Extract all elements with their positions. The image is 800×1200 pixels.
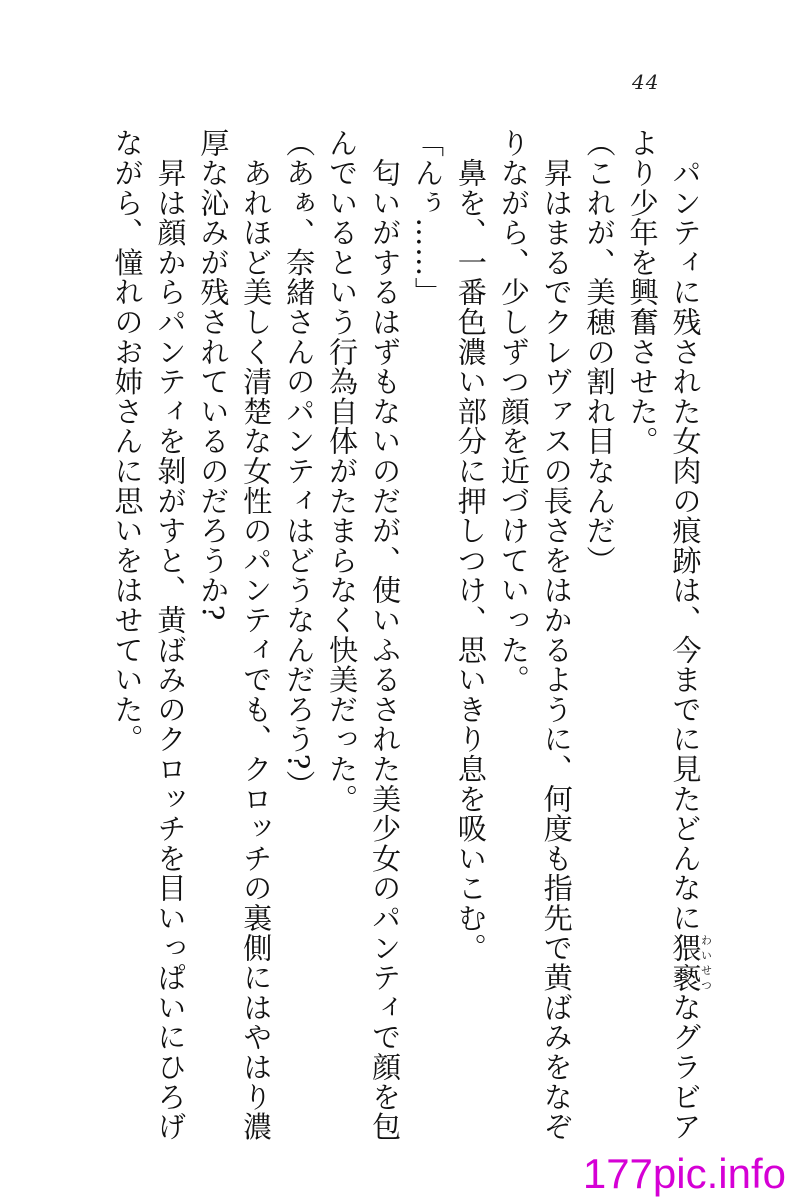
paragraph-9: 昇は顔からパンティを剝がすと、黄ばみのクロッチを目いっぱいにひろげながら、憧れのお姉さんに思いをはせていた。: [110, 128, 187, 1142]
paragraph-7: （あぁ、奈緒さんのパンティはどうなんだろう?）: [281, 128, 316, 800]
paragraph-1-start: パンティに残された女肉の痕跡は、今までに見たどんなに: [668, 128, 702, 933]
paragraph-2: （これが、美穂の割れ目なんだ）: [582, 128, 617, 575]
paragraph-4: 鼻を、一番色濃い部分に押しつけ、思いきり息を吸いこむ。: [453, 128, 488, 963]
paragraph-1-end: なグラビアより少年を興奮させた。: [625, 128, 702, 1142]
paragraph-6: 匂いがするはずもないのだが、使いふるされた美少女のパンティで顔を包んでいるという行為自体がたまらなく快美だった。: [324, 128, 402, 1142]
paragraph-1: [620, 128, 712, 1148]
paragraph-3: 昇はまるでクレヴァスの長さをはかるように、何度も指先で黄ばみをなぞりながら、少しずつ顔を近づけていった。: [496, 128, 574, 1142]
ruby-reading: わいせつ: [699, 932, 712, 993]
paragraph-5: 「んぅ……」: [410, 128, 445, 307]
watermark: 177pic.info: [582, 1150, 786, 1197]
ruby-base: 猥褻: [668, 932, 702, 993]
ruby-annotation: [668, 932, 712, 993]
novel-text: [92, 128, 712, 1148]
paragraph-8: あれほど美しく清楚な女性のパンティでも、クロッチの裏側にはやはり濃厚な沁みが残されているのだろうか?: [195, 128, 273, 1142]
page-number: 44: [632, 70, 660, 94]
